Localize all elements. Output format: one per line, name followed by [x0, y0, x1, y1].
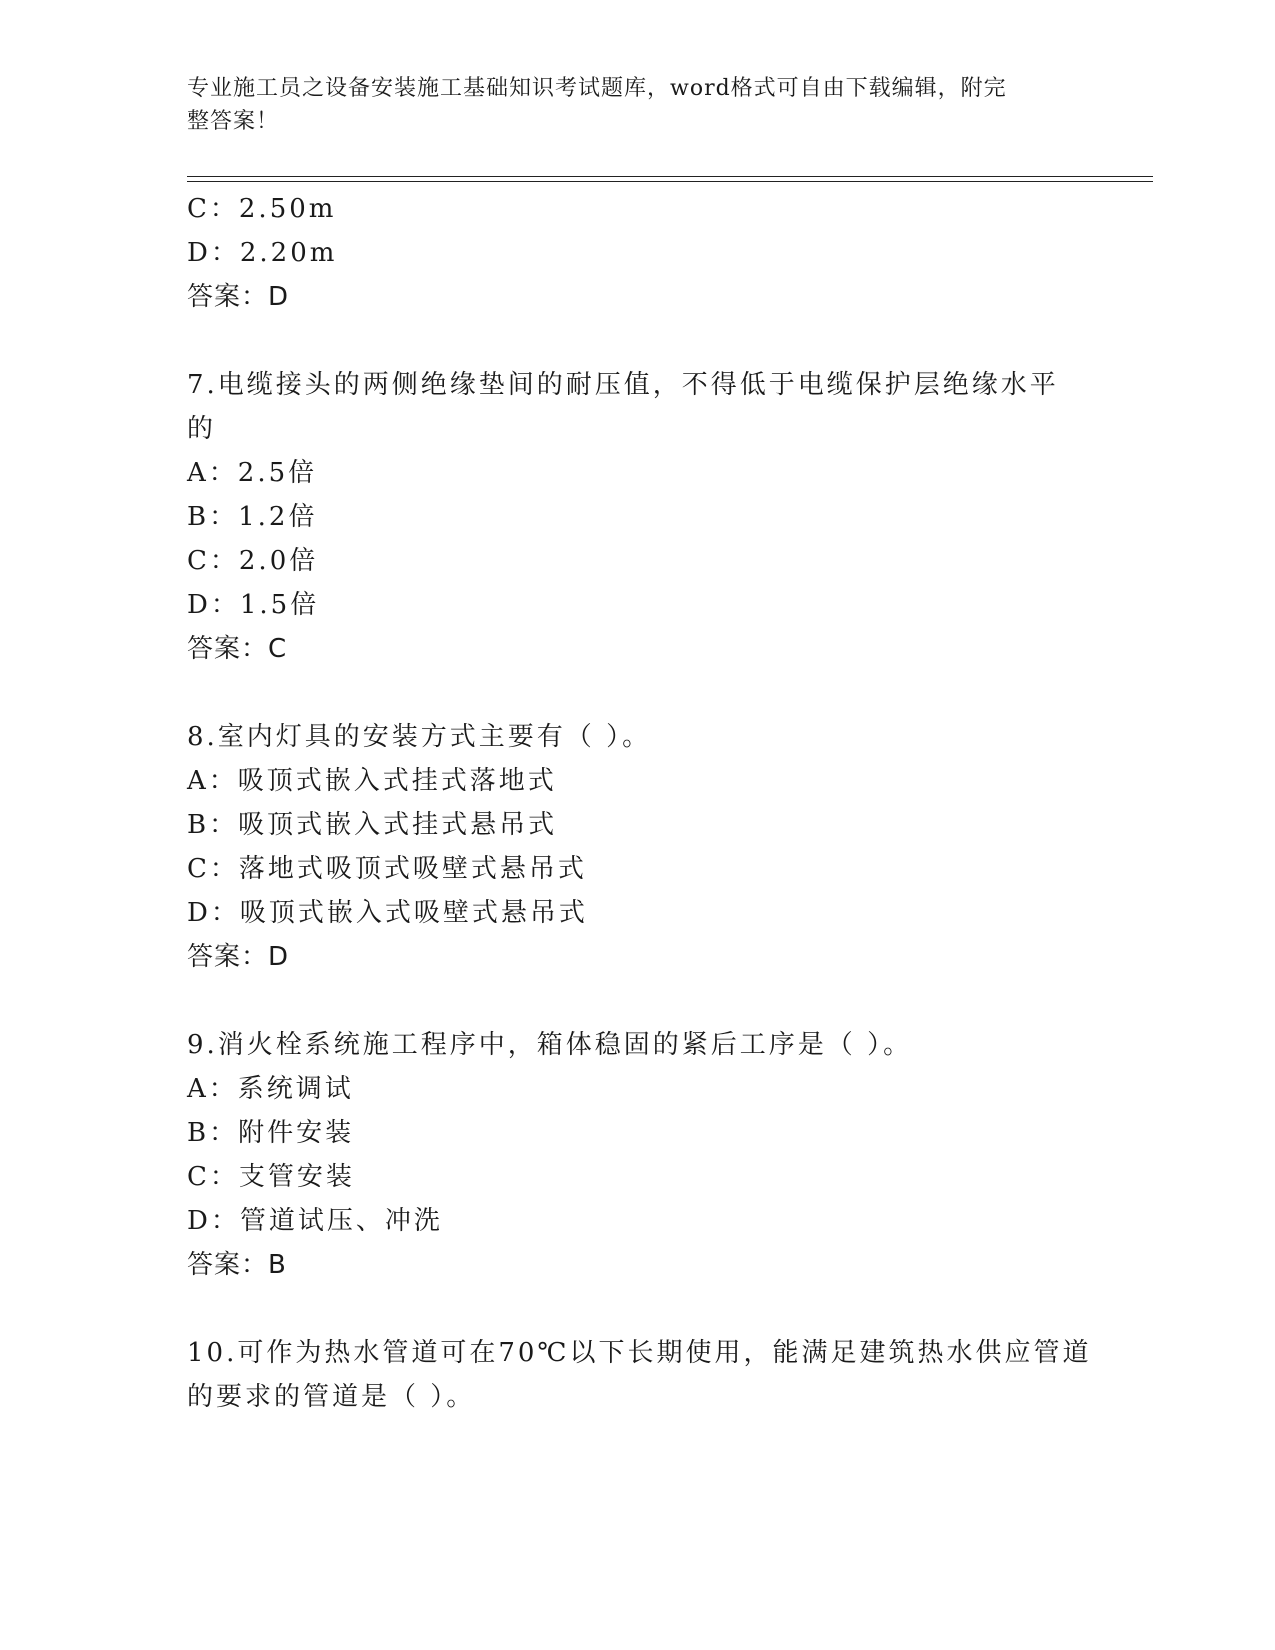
header-divider-bottom: [187, 181, 1153, 182]
q8-answer: 答案：D: [187, 942, 290, 972]
q7-option-d: D：1.5倍: [187, 590, 320, 620]
q8-option-c: C：落地式吸顶式吸壁式悬吊式: [187, 854, 587, 884]
q7-stem-line-1: 7.电缆接头的两侧绝缘垫间的耐压值，不得低于电缆保护层绝缘水平: [187, 370, 1059, 400]
q7-stem-line-2: 的: [187, 414, 217, 444]
q10-stem-line-2: 的要求的管道是（ ）。: [187, 1382, 476, 1412]
q7-option-c: C：2.0倍: [187, 546, 319, 576]
q8-option-d: D：吸顶式嵌入式吸壁式悬吊式: [187, 898, 588, 928]
q6-answer: 答案：D: [187, 282, 290, 312]
header-line-1: 专业施工员之设备安装施工基础知识考试题库，word格式可自由下载编辑，附完: [187, 76, 1007, 101]
q9-stem: 9.消火栓系统施工程序中，箱体稳固的紧后工序是（ ）。: [187, 1030, 913, 1060]
q6-option-d: D：2.20m: [187, 238, 338, 268]
q8-stem: 8.室内灯具的安装方式主要有（ ）。: [187, 722, 652, 752]
q9-answer: 答案：B: [187, 1250, 287, 1280]
q9-option-b: B：附件安装: [187, 1118, 355, 1148]
q9-option-c: C：支管安装: [187, 1162, 355, 1192]
header-divider-top: [187, 176, 1153, 177]
q7-option-a: A：2.5倍: [187, 458, 318, 488]
q7-option-b: B：1.2倍: [187, 502, 318, 532]
document-header: [187, 72, 1067, 138]
q8-option-a: A：吸顶式嵌入式挂式落地式: [187, 766, 557, 796]
header-line-2: 整答案！: [187, 109, 280, 134]
q9-option-d: D：管道试压、冲洗: [187, 1206, 443, 1236]
q8-option-b: B：吸顶式嵌入式挂式悬吊式: [187, 810, 558, 840]
q10-stem-line-1: 10.可作为热水管道可在70℃以下长期使用，能满足建筑热水供应管道: [187, 1338, 1092, 1368]
q7-answer: 答案：C: [187, 634, 288, 664]
q9-option-a: A：系统调试: [187, 1074, 354, 1104]
q6-option-c: C：2.50m: [187, 194, 337, 224]
